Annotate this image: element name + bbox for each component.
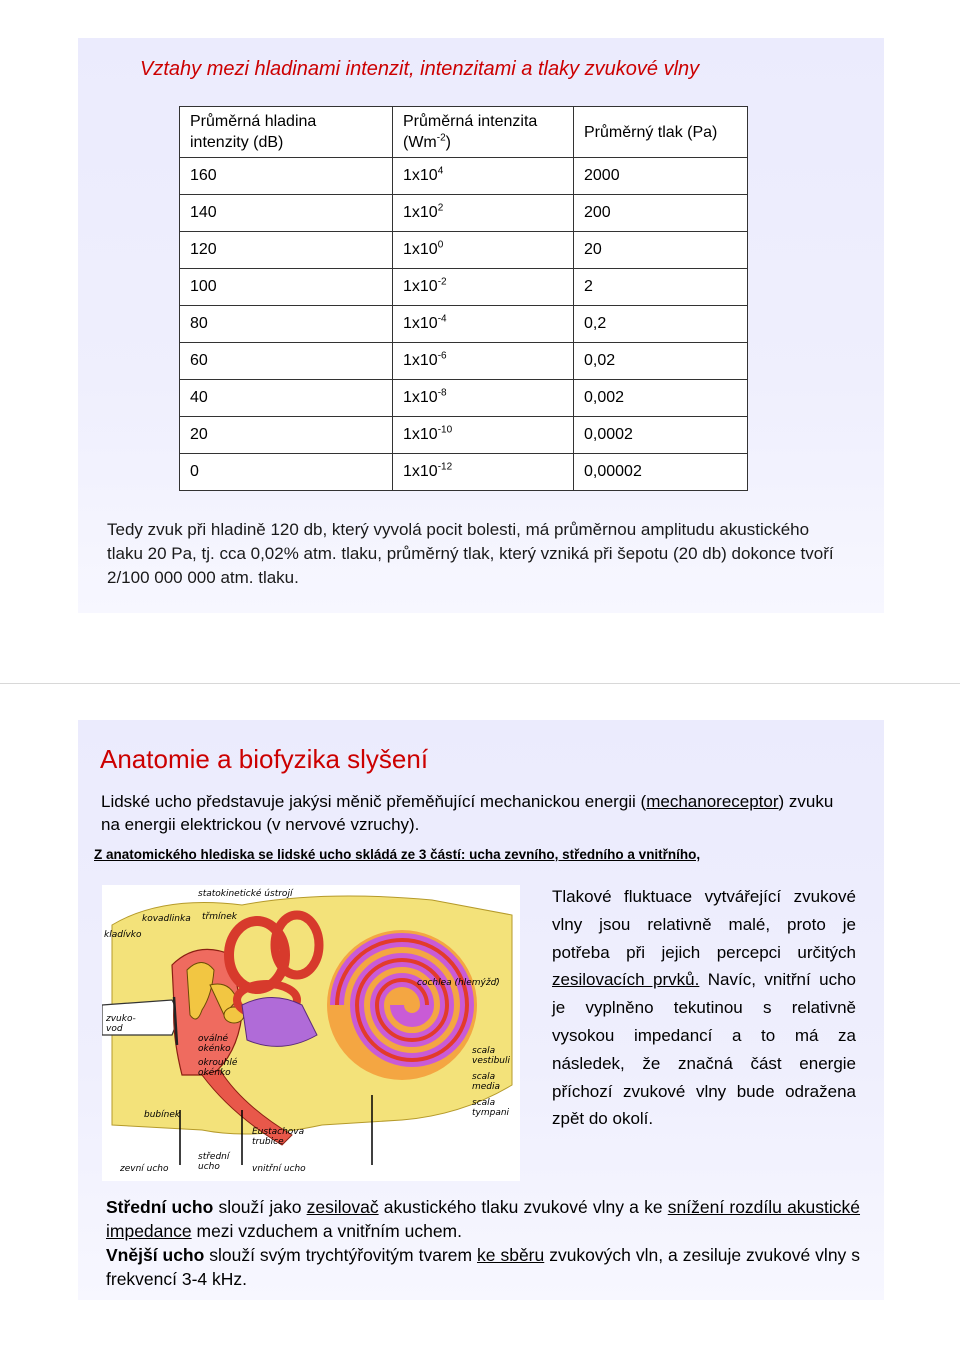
explanation-paragraph: Tedy zvuk při hladině 120 db, který vyvolá pocit bolesti, má průměrnou amplitudu akustického tlaku 20 Pa, tj. cca 0,02% atm. tlaku, průměrný tlak, který vzniká při šepotu (20 db) dokonce tvoří 2/100 000 000 atm. tlaku. [107, 520, 834, 587]
table-row: 60 $1x10^{-6}$ 0,02 [180, 343, 748, 380]
slide-ear-anatomy [78, 720, 884, 1300]
label-trminek: třmínek [202, 912, 237, 922]
label-vnitrni-ucho: vnitřní ucho [252, 1164, 306, 1174]
ear-anatomy-diagram [102, 885, 520, 1181]
label-scala-media-2: media [472, 1082, 501, 1092]
column-header-intensity: Průměrná intenzita $(Wm^{-2})$ [393, 107, 574, 158]
column-header-pressure: Průměrný tlak (Pa) [574, 107, 748, 158]
table-row: 140 $1x10^2$ 200 [180, 195, 748, 232]
label-bubinek: bubínek [144, 1110, 181, 1120]
label-cochlea: cochlea (hlemýžď) [417, 978, 500, 988]
table-row: 160 $1x10^4$ 2000 [180, 158, 748, 195]
table-row: 100 $1x10^{-2}$ 2 [180, 269, 748, 306]
label-statokineticke: statokinetické ústrojí [198, 889, 293, 899]
label-kladivko: kladívko [104, 930, 142, 940]
intro-paragraph: Lidské ucho představuje jakýsi měnič přeměňující mechanickou energii (mechanoreceptor) zvuku na energii elektrickou (v nervové vzruchy). [101, 792, 834, 834]
label-scala-media-1: scala [472, 1072, 496, 1082]
intensity-table [179, 106, 748, 491]
page-divider [0, 683, 960, 684]
label-okrouhle-1: okrouhlé [198, 1058, 238, 1068]
label-eustach-2: trubice [252, 1137, 284, 1147]
label-zvukovod-1: zvuko- [106, 1014, 136, 1024]
impedance-paragraph: Tlakové fluktuace vytvářející zvukové vlny jsou relativně malé, proto je potřeba při jejich percepci určitých zesilovacích prvků. Navíc, vnitřní ucho je vyplněno tekutinou s relativně vysokou impedancí a to má za následek, že značná část energie příchozí zvukové vlny bude odražena zpět do okolí. [552, 887, 856, 1129]
label-eustach-1: Eustachova [252, 1127, 305, 1137]
slide-title: Anatomie a biofyzika slyšení [100, 744, 429, 774]
label-stredni-1: střední [198, 1152, 230, 1162]
table-row: 20 $1x10^{-10}$ 0,0002 [180, 417, 748, 454]
label-scala-tympani-1: scala [472, 1098, 496, 1108]
table-header-row [180, 107, 748, 158]
anatomy-subheading: Z anatomického hlediska se lidské ucho skládá ze 3 částí: ucha zevního, středního a vnitřního, [94, 847, 701, 862]
table-row: 0 $1x10^{-12}$ 0,00002 [180, 454, 748, 491]
label-kovadlinka: kovadlinka [142, 914, 191, 924]
label-scala-vestibuli-1: scala [472, 1046, 496, 1056]
label-scala-vestibuli-2: vestibuli [472, 1056, 510, 1066]
label-ovalne-2: okénko [198, 1044, 231, 1054]
label-zevni-ucho: zevní ucho [120, 1164, 169, 1174]
table-row: 40 $1x10^{-8}$ 0,002 [180, 380, 748, 417]
label-scala-tympani-2: tympani [472, 1108, 510, 1118]
table-row: 120 $1x10^0$ 20 [180, 232, 748, 269]
label-ovalne-1: oválné [198, 1034, 229, 1044]
slide-title: Vztahy mezi hladinami intenzit, intenzitami a tlaky zvukové vlny [140, 58, 700, 80]
slide-intensity-relations [78, 38, 884, 613]
column-header-level: Průměrná hladina intenzity (dB) [180, 107, 393, 158]
label-stredni-2: ucho [198, 1162, 220, 1172]
label-zvukovod-2: vod [106, 1024, 123, 1034]
label-okrouhle-2: okénko [198, 1068, 231, 1078]
ear-function-paragraph: Střední ucho slouží jako zesilovač akustického tlaku zvukové vlny a ke snížení rozdílu akustické impedance mezi vzduchem a vnitřním uchem. Vnější ucho slouží svým trychtýřovitým tvarem ke sběru zvukových vln, a zesiluje zvukové vlny s frekvencí 3-4 kHz. [106, 1197, 861, 1289]
table-row: 80 $1x10^{-4}$ 0,2 [180, 306, 748, 343]
